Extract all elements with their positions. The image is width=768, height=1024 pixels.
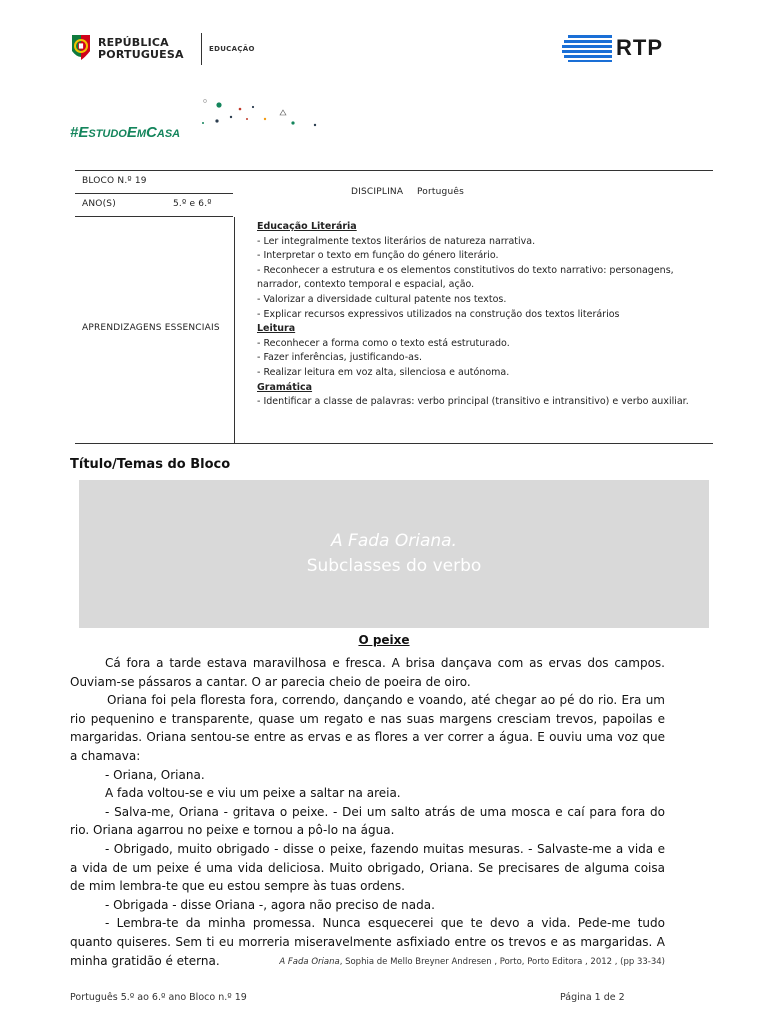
rtp-logo — [562, 34, 682, 62]
citation-work: A Fada Oriana — [279, 957, 340, 967]
gov-name-line2: PORTUGUESA — [98, 48, 184, 61]
disciplina-value: Português — [417, 187, 464, 197]
rtp-wordmark: RTP — [616, 35, 663, 60]
list-item: - Reconhecer a estrutura e os elementos constitutivos do texto narrativo: personagens, narrador, contexto temporal e espacial, ação. — [257, 264, 674, 291]
citation — [70, 957, 665, 967]
table-row-divider — [75, 216, 233, 217]
section-heading: Gramática — [257, 381, 313, 393]
logo-divider — [201, 33, 202, 65]
citation-details: , Sophia de Mello Breyner Andresen , Porto, Porto Editora , 2012 , (pp 33-34) — [339, 957, 665, 967]
list-item: - Interpretar o texto em função do género literário. — [257, 250, 499, 262]
section-heading: Educação Literária — [257, 221, 357, 232]
story-paragraph: - Obrigada - disse Oriana -, agora não preciso de nada. — [105, 897, 435, 912]
list-item: - Identificar a classe de palavras: verbo principal (transitivo e intransitivo) e verbo auxiliar. — [257, 396, 689, 408]
rtp-stripes-icon — [562, 34, 614, 62]
bloco-label: BLOCO N.º 19 — [82, 176, 147, 186]
story-paragraph: - Lembra-te da minha promessa. Nunca esquecerei que te devo a vida. Pede-me tudo quanto quiseres. Sem ti eu morreria miseravelmente asfixiado entre os trevos e as margaridas. A minha gratidão é eterna. — [70, 916, 665, 968]
story-paragraph: A fada voltou-se e viu um peixe a saltar na areia. — [105, 786, 401, 801]
table-bottom-rule — [75, 443, 713, 444]
list-item: - Realizar leitura em voz alta, silenciosa e autónoma. — [257, 366, 510, 378]
story-paragraph: - Obrigado, muito obrigado - disse o peixe, fazendo muitas mesuras. - Salvaste-me a vida e a vida de um peixe é uma vida deliciosa. Muito obrigado, Oriana. Se precisares de alguma coisa de mim lembra-te que eu estou sempre às tuas ordens. — [70, 841, 665, 894]
aprendizagens-label: APRENDIZAGENS ESSENCIAIS — [82, 323, 220, 333]
story-paragraph: Oriana foi pela floresta fora, correndo, dançando e voando, até chegar ao pé do rio. Era um rio pequenino e transparente, quase um regato e nas suas margens cresciam trevos, papoilas e margaridas. Oriana sentou-se entre as ervas e as flores a ver correr a água. E ouviu uma voz que a chamava: — [70, 693, 665, 763]
list-item: - Explicar recursos expressivos utilizados na construção dos textos literários — [257, 308, 620, 320]
story-title: O peixe — [358, 633, 410, 647]
anos-value: 5.º e 6.º — [173, 199, 212, 209]
gov-name-line1: REPÚBLICA — [98, 36, 169, 49]
list-item: - Valorizar a diversidade cultural patente nos textos. — [257, 293, 507, 305]
anos-label: ANO(S) — [82, 199, 116, 209]
disciplina-label: DISCIPLINA — [351, 187, 404, 197]
block-title-label: Título/Temas do Bloco — [70, 457, 231, 472]
coat-of-arms-icon — [68, 33, 94, 65]
list-item: - Ler integralmente textos literários de natureza narrativa. — [257, 235, 536, 247]
story-paragraph: Cá fora a tarde estava maravilhosa e fresca. A brisa dançava com as ervas dos campos. Ouviam-se pássaros a cantar. O ar parecia cheio de poeira de oiro. — [70, 656, 665, 689]
list-item: - Fazer inferências, justificando-as. — [257, 352, 422, 364]
story-text — [70, 654, 665, 970]
story-paragraph: - Oriana, Oriana. — [105, 767, 205, 782]
decorative-dots — [195, 95, 325, 135]
story-paragraph: - Salva-me, Oriana - gritava o peixe. - Dei um salto atrás de uma mosca e caí para fora do rio. Oriana agarrou no peixe e tornou a pô-lo na água. — [70, 804, 665, 838]
table-column-divider — [234, 217, 235, 443]
aprendizagens-content — [257, 220, 697, 410]
table-top-rule — [75, 170, 713, 171]
themes-box — [79, 480, 709, 628]
theme-subtitle: Subclasses do verbo — [306, 556, 482, 576]
footer-course: Português 5.º ao 6.º ano Bloco n.º 19 — [70, 992, 247, 1003]
ministry-label: EDUCAÇÃO — [209, 45, 255, 53]
footer-page-number: Página 1 de 2 — [560, 992, 625, 1003]
estudo-em-casa-hashtag: #ESTUDOEMCASA — [70, 124, 181, 141]
list-item: - Reconhecer a forma como o texto está estruturado. — [257, 337, 510, 349]
theme-title: A Fada Oriana. — [331, 531, 457, 551]
table-row-divider — [75, 193, 233, 194]
republica-portuguesa-logo — [68, 33, 258, 67]
section-heading: Leitura — [257, 323, 296, 335]
